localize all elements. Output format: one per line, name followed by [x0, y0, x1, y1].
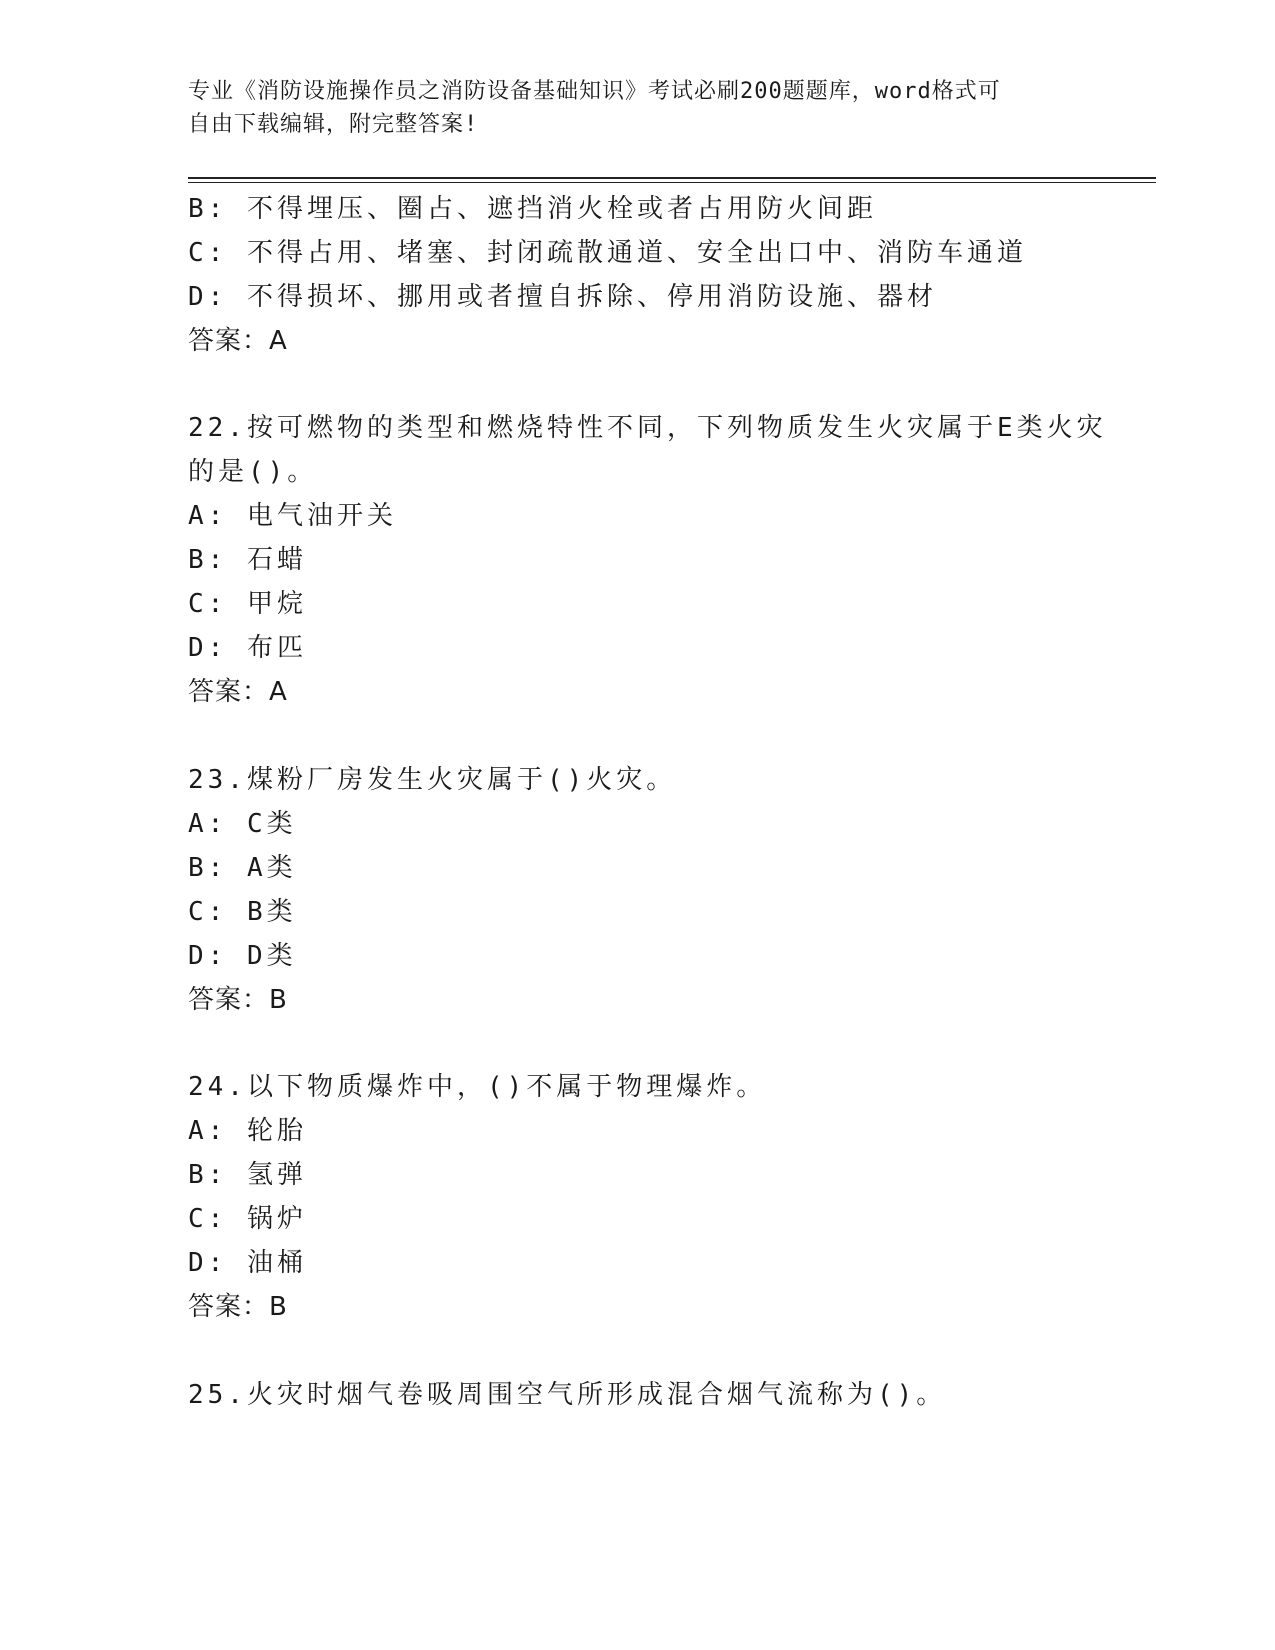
q21-option-d: D: 不得损坏、挪用或者擅自拆除、停用消防设施、器材	[188, 282, 937, 312]
q22-answer: 答案：A	[188, 677, 288, 707]
header-line-1: 专业《消防设施操作员之消防设备基础知识》考试必刷200题题库，word格式可	[188, 79, 1001, 104]
q22-stem-line-2: 的是()。	[188, 457, 318, 487]
header-divider-thin	[188, 182, 1156, 183]
q22-option-a: A: 电气油开关	[188, 501, 397, 531]
q25-stem: 25.火灾时烟气卷吸周围空气所形成混合烟气流称为()。	[188, 1380, 947, 1410]
q22-option-b: B: 石蜡	[188, 545, 307, 575]
q22-option-d: D: 布匹	[188, 633, 307, 663]
q23-option-c: C: B类	[188, 897, 297, 927]
q22-option-c: C: 甲烷	[188, 589, 307, 619]
q23-option-a: A: C类	[188, 809, 297, 839]
q24-option-b: B: 氢弹	[188, 1160, 307, 1190]
q21-option-c: C: 不得占用、堵塞、封闭疏散通道、安全出口中、消防车通道	[188, 238, 1027, 268]
q23-answer: 答案：B	[188, 985, 288, 1015]
header-line-2: 自由下载编辑，附完整答案!	[188, 112, 479, 137]
q23-option-b: B: A类	[188, 853, 297, 883]
q23-option-d: D: D类	[188, 941, 297, 971]
document-header	[188, 75, 1068, 141]
q21-answer: 答案：A	[188, 326, 288, 356]
q21-option-b: B: 不得埋压、圈占、遮挡消火栓或者占用防火间距	[188, 194, 877, 224]
header-divider-thick	[188, 177, 1156, 179]
q24-stem: 24.以下物质爆炸中，()不属于物理爆炸。	[188, 1072, 767, 1102]
q24-option-d: D: 油桶	[188, 1248, 307, 1278]
q23-stem: 23.煤粉厂房发生火灾属于()火灾。	[188, 765, 677, 795]
q24-answer: 答案：B	[188, 1292, 288, 1322]
q22-stem-line-1: 22.按可燃物的类型和燃烧特性不同，下列物质发生火灾属于E类火灾	[188, 413, 1107, 443]
q24-option-c: C: 锅炉	[188, 1204, 307, 1234]
q24-option-a: A: 轮胎	[188, 1116, 307, 1146]
